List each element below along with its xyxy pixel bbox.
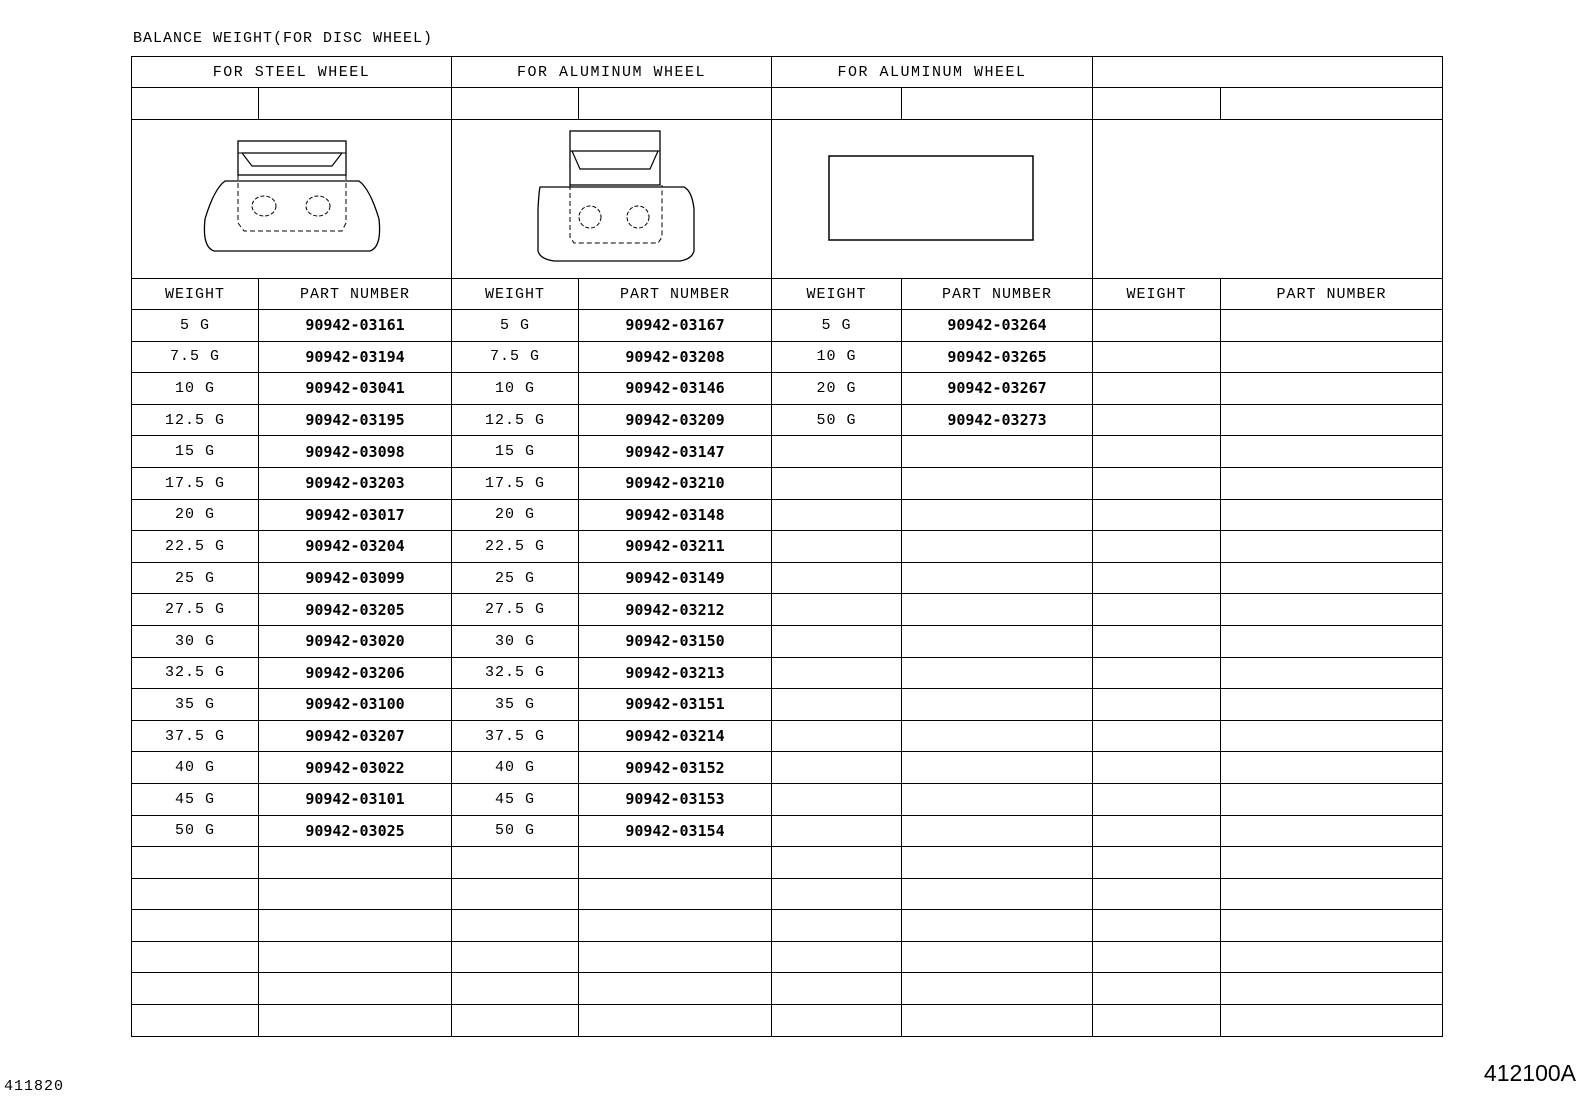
weight-cell: 20 G [772, 373, 902, 405]
part-number-cell [902, 625, 1093, 657]
weight-cell: 22.5 G [452, 531, 579, 563]
weight-cell [772, 689, 902, 721]
weight-cell [772, 625, 902, 657]
part-number-cell [902, 847, 1093, 879]
part-number-cell: 90942-03146 [579, 373, 772, 405]
table-row [132, 467, 1443, 499]
part-number-cell: 90942-03205 [259, 594, 452, 626]
weight-cell [452, 973, 579, 1005]
col-header-part-number: PART NUMBER [902, 279, 1093, 310]
weight-cell [1093, 531, 1221, 563]
blank-cell [902, 88, 1093, 120]
weight-cell: 32.5 G [452, 657, 579, 689]
part-number-cell [1221, 783, 1443, 815]
weight-cell [132, 847, 259, 879]
col-header-part-number: PART NUMBER [579, 279, 772, 310]
weight-cell [1093, 467, 1221, 499]
part-number-cell [1221, 910, 1443, 942]
blank-cell [259, 88, 452, 120]
weight-cell [132, 910, 259, 942]
blank-cell [132, 88, 259, 120]
weight-cell [1093, 910, 1221, 942]
weight-cell: 30 G [132, 625, 259, 657]
part-number-cell [1221, 847, 1443, 879]
table-row [132, 878, 1443, 910]
weight-cell [132, 878, 259, 910]
weight-cell: 22.5 G [132, 531, 259, 563]
table-row [132, 783, 1443, 815]
weight-cell: 10 G [452, 373, 579, 405]
part-number-cell [259, 973, 452, 1005]
part-number-cell [1221, 1005, 1443, 1037]
part-number-cell: 90942-03273 [902, 404, 1093, 436]
part-number-cell [259, 847, 452, 879]
weight-cell: 40 G [132, 752, 259, 784]
weight-cell: 35 G [452, 689, 579, 721]
weight-cell [1093, 310, 1221, 342]
part-number-cell [579, 1005, 772, 1037]
part-number-cell: 90942-03101 [259, 783, 452, 815]
col-header-weight: WEIGHT [772, 279, 902, 310]
table-row [132, 847, 1443, 879]
weight-cell [1093, 499, 1221, 531]
weight-cell: 27.5 G [132, 594, 259, 626]
weight-cell [452, 941, 579, 973]
part-number-cell [1221, 310, 1443, 342]
blank-cell [579, 88, 772, 120]
weight-cell: 17.5 G [452, 467, 579, 499]
part-number-cell [1221, 657, 1443, 689]
weight-cell [1093, 341, 1221, 373]
weight-cell: 45 G [452, 783, 579, 815]
part-number-cell [1221, 689, 1443, 721]
table-row [132, 562, 1443, 594]
part-number-cell: 90942-03099 [259, 562, 452, 594]
part-number-cell [902, 562, 1093, 594]
part-number-cell [902, 531, 1093, 563]
part-number-cell: 90942-03147 [579, 436, 772, 468]
part-number-cell: 90942-03195 [259, 404, 452, 436]
weight-cell [1093, 562, 1221, 594]
weight-cell [1093, 752, 1221, 784]
weight-cell [772, 847, 902, 879]
weight-cell [1093, 625, 1221, 657]
weight-cell: 15 G [132, 436, 259, 468]
weight-cell: 45 G [132, 783, 259, 815]
part-number-cell [1221, 436, 1443, 468]
part-number-cell: 90942-03150 [579, 625, 772, 657]
part-number-cell: 90942-03153 [579, 783, 772, 815]
table-row [132, 1005, 1443, 1037]
weight-cell: 5 G [452, 310, 579, 342]
col-header-weight: WEIGHT [1093, 279, 1221, 310]
part-number-cell [902, 594, 1093, 626]
weight-cell: 20 G [452, 499, 579, 531]
weight-cell [1093, 878, 1221, 910]
weight-cell [772, 815, 902, 847]
weight-cell [1093, 941, 1221, 973]
part-number-cell: 90942-03020 [259, 625, 452, 657]
weight-cell [772, 910, 902, 942]
part-number-cell [259, 941, 452, 973]
weight-cell [1093, 973, 1221, 1005]
weight-cell [1093, 373, 1221, 405]
part-number-cell [902, 657, 1093, 689]
part-number-cell [1221, 878, 1443, 910]
part-number-cell [1221, 531, 1443, 563]
part-number-cell: 90942-03267 [902, 373, 1093, 405]
table-row [132, 625, 1443, 657]
group-header-aluminum: FOR ALUMINUM WHEEL [452, 57, 772, 88]
part-number-cell [902, 815, 1093, 847]
table-row [132, 594, 1443, 626]
part-number-cell [1221, 341, 1443, 373]
blank-cell [772, 88, 902, 120]
weight-cell [132, 973, 259, 1005]
part-number-cell [1221, 499, 1443, 531]
weight-cell: 27.5 G [452, 594, 579, 626]
table-row [132, 689, 1443, 721]
col-header-weight: WEIGHT [132, 279, 259, 310]
group-header-empty [1093, 57, 1443, 88]
part-number-cell: 90942-03265 [902, 341, 1093, 373]
part-number-cell [1221, 973, 1443, 1005]
page-title: BALANCE WEIGHT(FOR DISC WHEEL) [133, 30, 434, 47]
weight-cell [1093, 783, 1221, 815]
weight-cell [1093, 436, 1221, 468]
weight-cell: 40 G [452, 752, 579, 784]
blank-cell [1221, 88, 1443, 120]
part-number-cell: 90942-03210 [579, 467, 772, 499]
weight-cell [452, 878, 579, 910]
weight-cell: 32.5 G [132, 657, 259, 689]
weight-cell: 12.5 G [132, 404, 259, 436]
col-header-part-number: PART NUMBER [259, 279, 452, 310]
weight-cell: 37.5 G [132, 720, 259, 752]
weight-cell: 17.5 G [132, 467, 259, 499]
part-number-cell [259, 1005, 452, 1037]
table-row [132, 910, 1443, 942]
balance-weight-table [131, 56, 1443, 1037]
weight-cell: 50 G [772, 404, 902, 436]
weight-cell: 10 G [132, 373, 259, 405]
weight-cell [1093, 689, 1221, 721]
table-body [132, 310, 1443, 1037]
part-number-cell [1221, 752, 1443, 784]
weight-cell [772, 941, 902, 973]
part-number-cell: 90942-03041 [259, 373, 452, 405]
part-number-cell [259, 878, 452, 910]
weight-cell [1093, 815, 1221, 847]
table-row [132, 657, 1443, 689]
weight-cell [1093, 594, 1221, 626]
weight-cell [772, 594, 902, 626]
part-number-cell [902, 878, 1093, 910]
weight-cell: 50 G [452, 815, 579, 847]
weight-cell [132, 941, 259, 973]
part-number-cell: 90942-03161 [259, 310, 452, 342]
weight-cell [1093, 657, 1221, 689]
part-number-cell: 90942-03209 [579, 404, 772, 436]
weight-cell [1093, 720, 1221, 752]
weight-cell: 37.5 G [452, 720, 579, 752]
table-row [132, 720, 1443, 752]
weight-cell [772, 752, 902, 784]
weight-cell: 25 G [452, 562, 579, 594]
part-number-cell [902, 752, 1093, 784]
part-number-cell: 90942-03022 [259, 752, 452, 784]
figure-code-left: 411820 [4, 1078, 65, 1095]
part-number-cell [1221, 941, 1443, 973]
steel-weight-illustration [132, 120, 452, 279]
adhesive-weight-illustration [772, 120, 1093, 279]
part-number-cell [579, 941, 772, 973]
weight-cell: 7.5 G [452, 341, 579, 373]
group-header-steel: FOR STEEL WHEEL [132, 57, 452, 88]
group-header-aluminum-adhesive: FOR ALUMINUM WHEEL [772, 57, 1093, 88]
part-number-cell [902, 720, 1093, 752]
table-row [132, 310, 1443, 342]
part-number-cell [1221, 720, 1443, 752]
part-number-cell: 90942-03211 [579, 531, 772, 563]
table-row [132, 941, 1443, 973]
weight-cell: 10 G [772, 341, 902, 373]
part-number-cell: 90942-03017 [259, 499, 452, 531]
weight-cell: 30 G [452, 625, 579, 657]
part-number-cell [902, 941, 1093, 973]
part-number-cell: 90942-03264 [902, 310, 1093, 342]
part-number-cell [259, 910, 452, 942]
table-row [132, 373, 1443, 405]
part-number-cell: 90942-03167 [579, 310, 772, 342]
weight-cell [1093, 847, 1221, 879]
part-number-cell [579, 973, 772, 1005]
part-number-cell: 90942-03206 [259, 657, 452, 689]
weight-cell [1093, 1005, 1221, 1037]
part-number-cell: 90942-03212 [579, 594, 772, 626]
part-number-cell [902, 689, 1093, 721]
part-number-cell: 90942-03151 [579, 689, 772, 721]
weight-cell [772, 878, 902, 910]
part-number-cell: 90942-03208 [579, 341, 772, 373]
adhesive-weight-icon [827, 154, 1037, 244]
figure-code-right: 412100A [1483, 1060, 1576, 1086]
part-number-cell [1221, 467, 1443, 499]
part-number-cell: 90942-03100 [259, 689, 452, 721]
blank-cell [1093, 88, 1221, 120]
part-number-cell [1221, 373, 1443, 405]
weight-cell [1093, 404, 1221, 436]
part-number-cell: 90942-03207 [259, 720, 452, 752]
part-number-cell: 90942-03098 [259, 436, 452, 468]
steel-clip-weight-icon [192, 139, 392, 259]
part-number-cell: 90942-03154 [579, 815, 772, 847]
part-number-cell: 90942-03203 [259, 467, 452, 499]
empty-illustration [1093, 120, 1443, 279]
col-header-weight: WEIGHT [452, 279, 579, 310]
table-row [132, 752, 1443, 784]
part-number-cell [1221, 815, 1443, 847]
table-row [132, 815, 1443, 847]
weight-cell [452, 847, 579, 879]
part-number-cell [1221, 625, 1443, 657]
aluminum-clip-weight-icon [512, 129, 712, 269]
part-number-cell [1221, 562, 1443, 594]
weight-cell: 50 G [132, 815, 259, 847]
weight-cell: 5 G [772, 310, 902, 342]
weight-cell [772, 783, 902, 815]
part-number-cell: 90942-03204 [259, 531, 452, 563]
part-number-cell [902, 1005, 1093, 1037]
weight-cell: 5 G [132, 310, 259, 342]
blank-cell [452, 88, 579, 120]
part-number-cell: 90942-03214 [579, 720, 772, 752]
part-number-cell [902, 973, 1093, 1005]
weight-cell: 20 G [132, 499, 259, 531]
weight-cell [772, 499, 902, 531]
part-number-cell [902, 467, 1093, 499]
part-number-cell [902, 499, 1093, 531]
part-number-cell: 90942-03148 [579, 499, 772, 531]
aluminum-weight-illustration [452, 120, 772, 279]
weight-cell [132, 1005, 259, 1037]
part-number-cell [579, 910, 772, 942]
part-number-cell [1221, 594, 1443, 626]
col-header-part-number: PART NUMBER [1221, 279, 1443, 310]
weight-cell [772, 436, 902, 468]
part-number-cell: 90942-03194 [259, 341, 452, 373]
weight-cell: 15 G [452, 436, 579, 468]
weight-cell [452, 1005, 579, 1037]
part-number-cell: 90942-03152 [579, 752, 772, 784]
part-number-cell [902, 910, 1093, 942]
table-row [132, 531, 1443, 563]
part-number-cell: 90942-03025 [259, 815, 452, 847]
part-number-cell [902, 783, 1093, 815]
part-number-cell: 90942-03149 [579, 562, 772, 594]
weight-cell [772, 657, 902, 689]
table-row [132, 404, 1443, 436]
part-number-cell [1221, 404, 1443, 436]
table-row [132, 499, 1443, 531]
weight-cell: 7.5 G [132, 341, 259, 373]
weight-cell: 12.5 G [452, 404, 579, 436]
part-number-cell [579, 878, 772, 910]
weight-cell [772, 720, 902, 752]
table-row [132, 436, 1443, 468]
weight-cell [772, 467, 902, 499]
weight-cell: 35 G [132, 689, 259, 721]
weight-cell: 25 G [132, 562, 259, 594]
weight-cell [772, 562, 902, 594]
weight-cell [772, 973, 902, 1005]
part-number-cell [902, 436, 1093, 468]
weight-cell [452, 910, 579, 942]
table-row [132, 973, 1443, 1005]
table-row [132, 341, 1443, 373]
weight-cell [772, 1005, 902, 1037]
weight-cell [772, 531, 902, 563]
part-number-cell [579, 847, 772, 879]
part-number-cell: 90942-03213 [579, 657, 772, 689]
